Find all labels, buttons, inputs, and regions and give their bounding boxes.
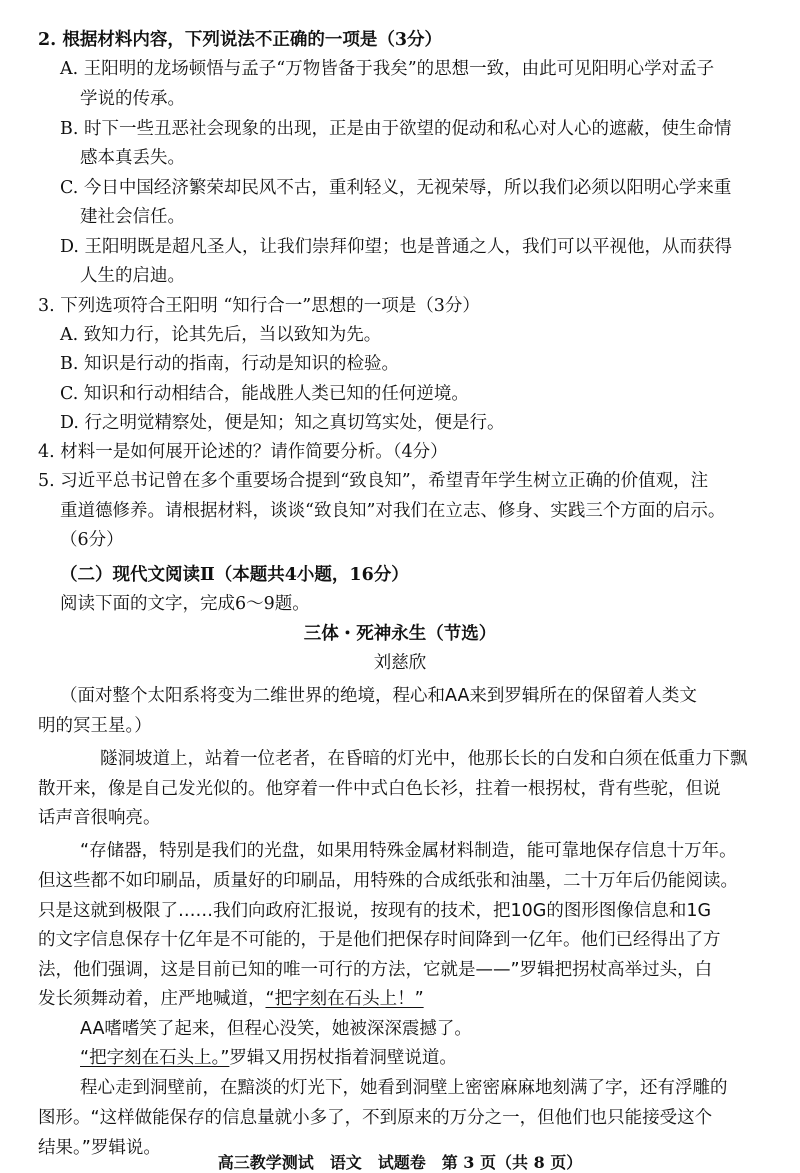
paragraph-4 <box>80 1046 457 1070</box>
paragraph-2-line-3: 只是这就到极限了……我们向政府汇报说，按现有的技术，把10G的图形图像信息和1G <box>38 901 712 921</box>
q3-stem: 3. 下列选项符合王阳明 “知行合一”思想的一项是（3分） <box>38 296 480 316</box>
paragraph-5: 程心走到洞壁前，在黯淡的灯光下，她看到洞壁上密密麻麻地刻满了字，还有浮雕的 <box>80 1078 728 1098</box>
q2-option-b: B. 时下一些丑恶社会现象的出现，正是由于欲望的促动和私心对人心的遮蔽，使生命情 <box>60 119 732 139</box>
q5-stem-cont: 重道德修养。请根据材料，谈谈“致良知”对我们在立志、修身、实践三个方面的启示。 <box>60 501 726 521</box>
passage-intro-cont: 明的冥王星。） <box>38 716 152 736</box>
paragraph-1: 隧洞坡道上，站着一位老者，在昏暗的灯光中，他那长长的白发和白须在低重力下飘 <box>100 749 748 769</box>
paragraph-5-line-3: 结果。”罗辑说。 <box>38 1138 161 1158</box>
underlined-quote-2: “把字刻在石头上。” <box>80 1048 230 1068</box>
paragraph-2-line-4: 的文字信息保存十亿年是不可能的，于是他们把保存时间降到一亿年。他们已经得出了方 <box>38 930 721 950</box>
section-heading: （二）现代文阅读Ⅱ（本题共4小题，16分） <box>60 565 409 585</box>
underlined-quote: “把字刻在石头上！” <box>265 989 424 1009</box>
q2-option-d: D. 王阳明既是超凡圣人，让我们崇拜仰望；也是普通之人，我们可以平视他，从而获得 <box>60 237 733 257</box>
q2-option-b-cont: 感本真丢失。 <box>80 148 185 168</box>
q2-stem: 2. 根据材料内容，下列说法不正确的一项是（3分） <box>38 30 443 50</box>
paragraph-3: AA嗜嗜笑了起来，但程心没笑，她被深深震撼了。 <box>80 1019 472 1039</box>
paragraph-1-line-3: 话声音很响亮。 <box>38 808 161 828</box>
paragraph-2: “存储器，特别是我们的光盘，如果用特殊金属材料制造，能可靠地保存信息十万年。 <box>80 841 737 861</box>
q2-option-a: A. 王阳明的龙场顿悟与孟子“万物皆备于我矣”的思想一致，由此可见阳明心学对孟子 <box>60 59 715 79</box>
paragraph-4-text: 罗辑又用拐杖指着洞壁说道。 <box>229 1048 457 1068</box>
paragraph-5-line-2: 图形。“这样做能保存的信息量就小多了，不到原来的万分之一，但他们也只能接受这个 <box>38 1108 713 1128</box>
q3-option-d: D. 行之明觉精察处，便是知；知之真切笃实处，便是行。 <box>60 413 505 433</box>
passage-author: 刘慈欣 <box>373 653 427 673</box>
q2-option-c-cont: 建社会信任。 <box>80 207 185 227</box>
q3-option-a: A. 致知力行，论其先后，当以致知为先。 <box>60 325 382 345</box>
q2-option-a-cont: 学说的传承。 <box>80 89 185 109</box>
paragraph-2-line-6 <box>38 987 424 1011</box>
reading-instruction: 阅读下面的文字，完成6～9题。 <box>60 594 310 614</box>
q5-stem: 5. 习近平总书记曾在多个重要场合提到“致良知”，希望青年学生树立正确的价值观，注 <box>38 471 709 491</box>
paragraph-1-line-2: 散开来，像是自己发光似的。他穿着一件中式白色长衫，拄着一根拐杖，背有些驼，但说 <box>38 779 721 799</box>
paragraph-2-line-2: 但这些都不如印刷品，质量好的印刷品，用特殊的合成纸张和油墨，二十万年后仍能阅读。 <box>38 871 738 891</box>
page-footer: 高三教学测试 语文 试题卷 第 3 页（共 8 页） <box>217 1153 583 1172</box>
q3-option-b: B. 知识是行动的指南，行动是知识的检验。 <box>60 354 399 374</box>
q2-option-c: C. 今日中国经济繁荣却民风不古，重利轻义，无视荣辱，所以我们必须以阳明心学来重 <box>60 178 732 198</box>
passage-intro: （面对整个太阳系将变为二维世界的绝境，程心和AA来到罗辑所在的保留着人类文 <box>60 686 697 706</box>
paragraph-2-line-5: 法，他们强调，这是目前已知的唯一可行的方法，它就是——”罗辑把拐杖高举过头，白 <box>38 960 713 980</box>
passage-title: 三体・死神永生（节选） <box>303 624 497 644</box>
q4-stem: 4. 材料一是如何展开论述的？请作简要分析。（4分） <box>38 442 448 462</box>
q5-points: （6分） <box>60 530 124 550</box>
q2-option-d-cont: 人生的启迪。 <box>80 266 185 286</box>
q3-option-c: C. 知识和行动相结合，能战胜人类已知的任何逆境。 <box>60 384 469 404</box>
paragraph-2-line-6-text: 发长须舞动着，庄严地喊道， <box>38 989 266 1009</box>
